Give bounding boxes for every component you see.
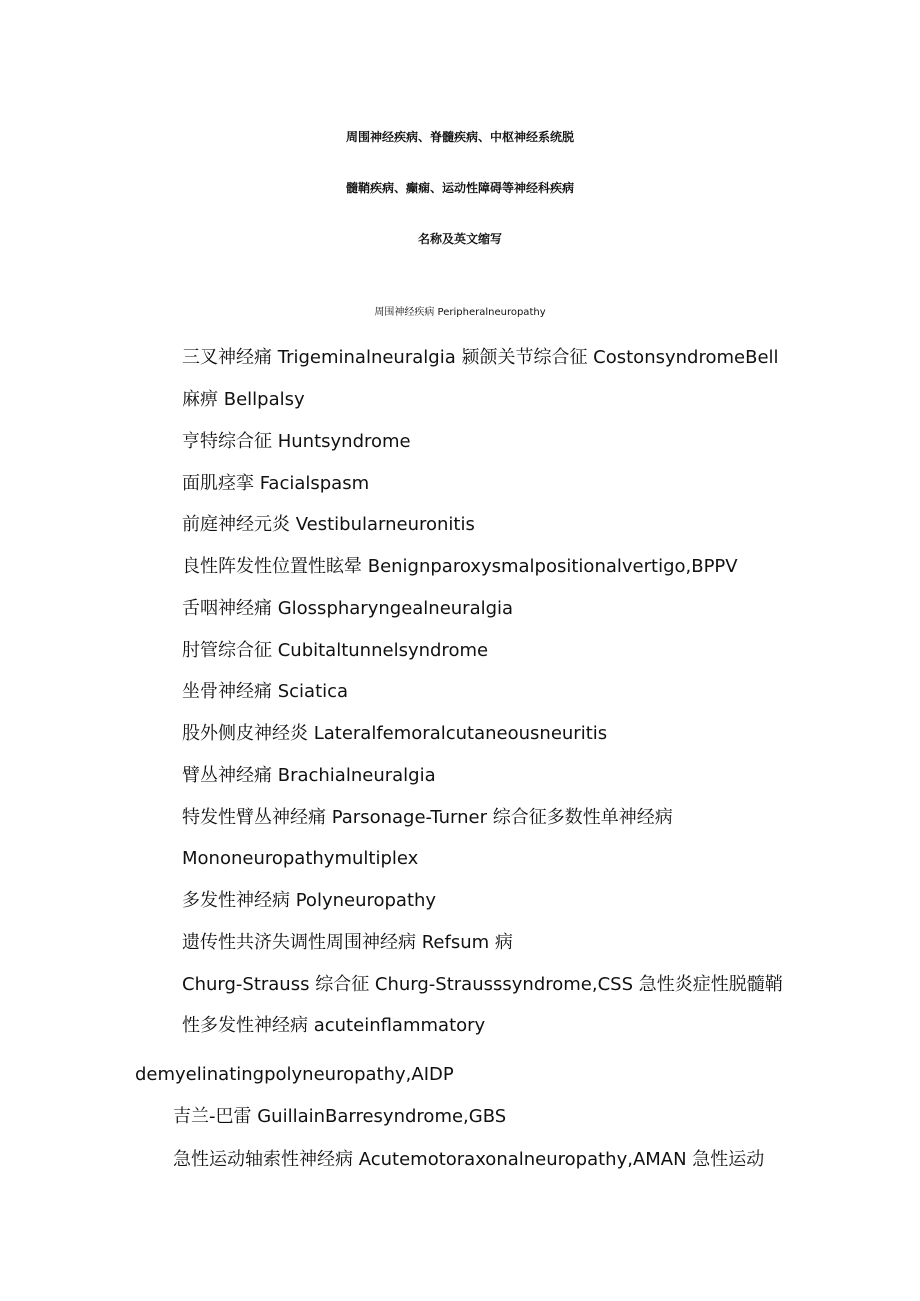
term-line: 前庭神经元炎 Vestibularneuronitis	[182, 514, 475, 535]
term-line: 三叉神经痛 Trigeminalneuralgia 颍颌关节综合征 CostonsyndromeBell	[182, 347, 779, 368]
title-line-2: 髓鞘疾病、癫痫、运动性障碍等神经科疾病	[345, 181, 574, 195]
term-line: 肘管综合征 Cubitaltunnelsyndrome	[182, 640, 489, 661]
term-line: 麻痹 Bellpalsy	[182, 389, 305, 410]
term-line: 面肌痉挛 Facialspasm	[182, 473, 370, 494]
term-line: 遗传性共济失调性周围神经病 Refsum 病	[182, 932, 513, 953]
term-line: 舌咽神经痛 Glosspharyngealneuralgia	[182, 598, 514, 619]
title-line-3: 名称及英文缩写	[417, 232, 502, 246]
term-line: 多发性神经病 Polyneuropathy	[182, 890, 437, 911]
term-line: 良性阵发性位置性眩晕 Benignparoxysmalpositionalvertigo,BPPV	[182, 556, 738, 577]
term-line: 性多发性神经病 acuteinflammatory	[182, 1015, 486, 1036]
term-line: demyelinatingpolyneuropathy,AIDP	[135, 1064, 454, 1085]
term-line: 急性运动轴索性神经病 Acutemotoraxonalneuropathy,AMAN 急性运动	[173, 1149, 765, 1170]
term-line: 股外侧皮神经炎 Lateralfemoralcutaneousneuritis	[182, 723, 608, 744]
term-line: 坐骨神经痛 Sciatica	[182, 681, 349, 702]
term-line: Churg-Strauss 综合征 Churg-Strausssyndrome,CSS 急性炎症性脱髓鞘	[182, 974, 783, 995]
document-title	[0, 112, 920, 265]
term-line: 臂丛神经痛 Brachialneuralgia	[182, 765, 436, 786]
title-line-1: 周围神经疾病、脊髓疾病、中枢神经系统脱	[345, 130, 574, 144]
term-line: 吉兰-巴雷 GuillainBarresyndrome,GBS	[173, 1106, 507, 1127]
term-line: Mononeuropathymultiplex	[182, 848, 419, 869]
term-line: 特发性臂丛神经痛 Parsonage-Turner 综合征多数性单神经病	[182, 807, 673, 828]
section-heading: 周围神经疾病 Peripheralneuropathy	[374, 307, 546, 318]
term-line: 亨特综合征 Huntsyndrome	[182, 431, 411, 452]
